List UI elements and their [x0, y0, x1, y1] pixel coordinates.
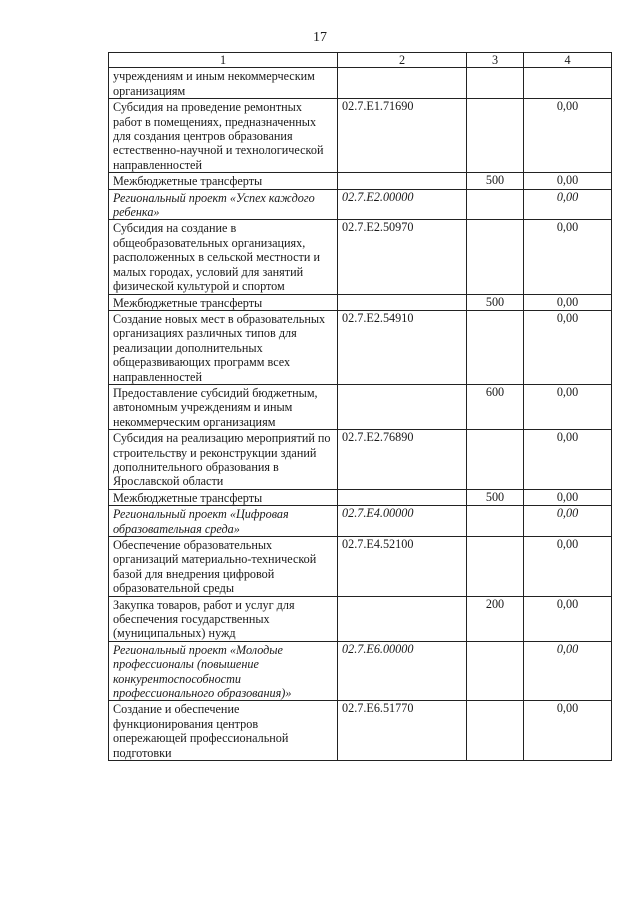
row-name: Обеспечение образовательных организаций материально-технической базой для внедрения цифровой образовательной среды [109, 537, 338, 597]
row-code [338, 173, 467, 189]
row-amount: 0,00 [524, 489, 612, 505]
row-amount: 0,00 [524, 294, 612, 310]
table-row [109, 173, 612, 189]
row-expense-type [467, 506, 524, 537]
row-name: Предоставление субсидий бюджетным, автономным учреждениям и иным некоммерческим организациям [109, 384, 338, 429]
table-row [109, 537, 612, 597]
row-expense-type [467, 310, 524, 384]
table-row [109, 310, 612, 384]
row-name: Межбюджетные трансферты [109, 173, 338, 189]
row-name: учреждениям и иным некоммерческим организациям [109, 68, 338, 99]
row-name: Создание и обеспечение функционирования центров опережающей профессиональной подготовки [109, 701, 338, 761]
row-code: 02.7.Е2.54910 [338, 310, 467, 384]
row-expense-type: 600 [467, 384, 524, 429]
table-row [109, 506, 612, 537]
row-name: Региональный проект «Цифровая образовательная среда» [109, 506, 338, 537]
table-header-row [109, 53, 612, 68]
row-code: 02.7.Е2.00000 [338, 189, 467, 220]
table-row [109, 641, 612, 701]
row-amount: 0,00 [524, 537, 612, 597]
row-amount: 0,00 [524, 173, 612, 189]
table-row [109, 384, 612, 429]
table-row [109, 189, 612, 220]
row-amount: 0,00 [524, 430, 612, 490]
row-name: Субсидия на реализацию мероприятий по строительству и реконструкции зданий дополнительного образования в Ярославской области [109, 430, 338, 490]
row-code: 02.7.Е6.51770 [338, 701, 467, 761]
row-expense-type [467, 537, 524, 597]
row-amount: 0,00 [524, 596, 612, 641]
table-row [109, 68, 612, 99]
page-number: 17 [313, 30, 327, 45]
row-code [338, 384, 467, 429]
row-expense-type [467, 430, 524, 490]
row-code [338, 68, 467, 99]
row-name: Региональный проект «Молодые профессионалы (повышение конкурентоспособности профессионального образования)» [109, 641, 338, 701]
table-row [109, 489, 612, 505]
row-code [338, 489, 467, 505]
table-row [109, 430, 612, 490]
row-expense-type [467, 641, 524, 701]
row-amount: 0,00 [524, 384, 612, 429]
row-name: Закупка товаров, работ и услуг для обеспечения государственных (муниципальных) нужд [109, 596, 338, 641]
row-amount: 0,00 [524, 641, 612, 701]
row-code [338, 294, 467, 310]
table-row [109, 701, 612, 761]
row-expense-type [467, 701, 524, 761]
row-expense-type [467, 68, 524, 99]
row-code: 02.7.Е4.00000 [338, 506, 467, 537]
header-col-3: 3 [467, 53, 524, 68]
row-expense-type [467, 99, 524, 173]
row-name: Субсидия на проведение ремонтных работ в помещениях, предназначенных для создания центров образования естественно-научной и технологической направленностей [109, 99, 338, 173]
row-code: 02.7.Е6.00000 [338, 641, 467, 701]
header-col-1: 1 [109, 53, 338, 68]
row-name: Региональный проект «Успех каждого ребенка» [109, 189, 338, 220]
row-code: 02.7.Е2.76890 [338, 430, 467, 490]
table-row [109, 99, 612, 173]
row-expense-type: 500 [467, 489, 524, 505]
row-expense-type: 500 [467, 173, 524, 189]
row-amount: 0,00 [524, 99, 612, 173]
row-name: Межбюджетные трансферты [109, 294, 338, 310]
row-amount: 0,00 [524, 220, 612, 294]
row-code: 02.7.Е4.52100 [338, 537, 467, 597]
row-amount: 0,00 [524, 310, 612, 384]
row-expense-type: 200 [467, 596, 524, 641]
header-col-4: 4 [524, 53, 612, 68]
table-row [109, 220, 612, 294]
row-code: 02.7.Е1.71690 [338, 99, 467, 173]
row-amount [524, 68, 612, 99]
row-expense-type [467, 189, 524, 220]
row-amount: 0,00 [524, 189, 612, 220]
row-name: Создание новых мест в образовательных организациях различных типов для реализации дополнительных общеразвивающих программ всех направленностей [109, 310, 338, 384]
row-amount: 0,00 [524, 701, 612, 761]
row-code [338, 596, 467, 641]
row-expense-type [467, 220, 524, 294]
budget-table [108, 52, 612, 761]
table-row [109, 596, 612, 641]
row-name: Субсидия на создание в общеобразовательных организациях, расположенных в сельской местности и малых городах, условий для занятий физической культурой и спортом [109, 220, 338, 294]
row-amount: 0,00 [524, 506, 612, 537]
row-expense-type: 500 [467, 294, 524, 310]
table-row [109, 294, 612, 310]
header-col-2: 2 [338, 53, 467, 68]
row-name: Межбюджетные трансферты [109, 489, 338, 505]
row-code: 02.7.Е2.50970 [338, 220, 467, 294]
